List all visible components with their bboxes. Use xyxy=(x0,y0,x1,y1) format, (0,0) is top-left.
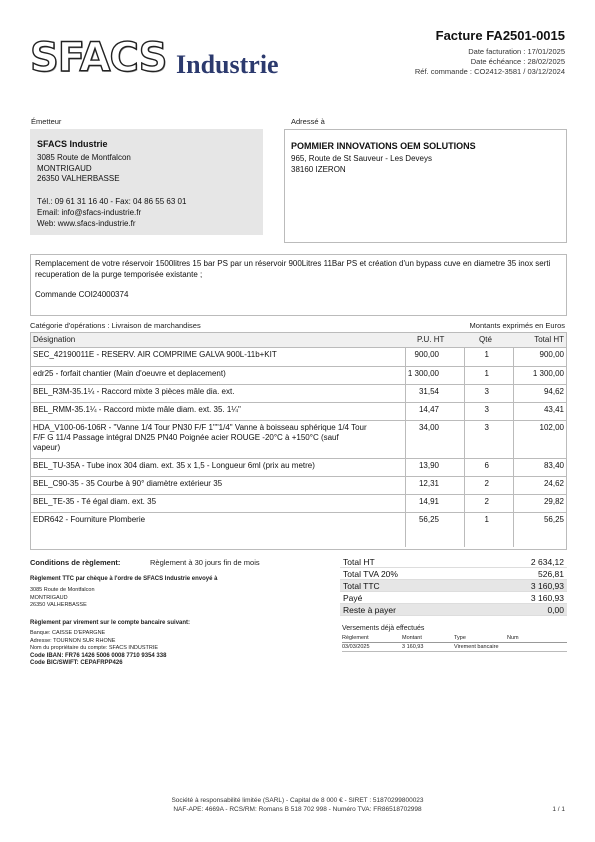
table-row xyxy=(31,402,566,421)
emitter-phone: Tél.: 09 61 31 16 40 - Fax: 04 86 55 63 01 xyxy=(37,197,187,206)
invoice-due-date: Date échéance : 28/02/2025 xyxy=(470,57,565,66)
payment-type: Virement bancaire xyxy=(454,644,499,650)
total-value: 2 634,12 xyxy=(530,557,564,567)
row-total: 900,00 xyxy=(539,350,564,359)
table-row xyxy=(31,420,566,459)
header-quantity: Qté xyxy=(479,335,492,344)
payments-header-num: Num xyxy=(507,635,519,641)
table-row xyxy=(31,458,566,477)
total-value: 3 160,93 xyxy=(530,593,564,603)
row-total: 83,40 xyxy=(543,461,564,470)
row-unit-price: 31,54 xyxy=(418,387,439,396)
company-logo xyxy=(30,36,285,82)
table-row xyxy=(31,347,566,367)
total-value: 526,81 xyxy=(538,569,564,579)
payment-conditions-label: Conditions de règlement: xyxy=(30,558,121,567)
table-row xyxy=(31,384,566,403)
footer-registration: NAF-APE: 4669A - RCS/RM: Romans B 518 702 998 - Numéro TVA: FR86518702998 xyxy=(173,805,422,813)
logo-brand: SFACS xyxy=(30,35,167,81)
row-unit-price: 34,00 xyxy=(418,423,439,432)
payments-row xyxy=(342,643,567,652)
total-row xyxy=(340,556,567,568)
emitter-box xyxy=(30,129,263,235)
payments-table xyxy=(342,634,567,652)
row-quantity: 1 xyxy=(484,515,489,524)
bank-name: Banque: CAISSE D'EPARGNE xyxy=(30,630,106,636)
row-unit-price: 14,47 xyxy=(418,405,439,414)
emitter-contact xyxy=(37,196,186,229)
table-header xyxy=(31,333,566,348)
table-row xyxy=(31,494,566,513)
total-label: Total TTC xyxy=(343,581,380,591)
cheque-address-line: 3085 Route de Montfalcon xyxy=(30,587,95,593)
emitter-name: SFACS Industrie xyxy=(37,139,108,149)
row-quantity: 1 xyxy=(484,369,489,378)
row-total: 43,41 xyxy=(543,405,564,414)
bank-details xyxy=(30,630,166,668)
payment-amount: 3 160,93 xyxy=(402,644,424,650)
total-row xyxy=(340,592,567,604)
recipient-address xyxy=(291,154,432,175)
payments-header-montant: Montant xyxy=(402,635,422,641)
row-designation: SEC_42190011E - RESERV. AIR COMPRIME GALVA 900L-11b+KIT xyxy=(33,350,277,359)
bank-address: Adresse: TOURNON SUR RHONE xyxy=(30,637,116,644)
row-quantity: 3 xyxy=(484,423,489,432)
row-quantity: 2 xyxy=(484,479,489,488)
row-total: 94,62 xyxy=(543,387,564,396)
row-quantity: 6 xyxy=(484,461,489,470)
totals-box xyxy=(340,556,567,616)
cheque-address-line: MONTRIGAUD xyxy=(30,594,68,601)
row-designation: HDA_V100-06-106R - "Vanne 1/4 Tour PN30 F/F 1""1/4" Vanne à boisseau sphérique 1/4 Tour F/F G 11/4 Passage intégral DN25 PN40 Poignée acier ROUGE -20°C à +150°C (sauf vapeur) xyxy=(33,423,367,452)
row-quantity: 1 xyxy=(484,350,489,359)
total-value: 0,00 xyxy=(547,605,564,615)
emitter-web[interactable]: Web: www.sfacs-industrie.fr xyxy=(37,219,136,228)
operation-category: Catégorie d'opérations : Livraison de marchandises xyxy=(30,321,201,330)
emitter-address xyxy=(37,153,131,185)
table-row xyxy=(31,366,566,385)
total-value: 3 160,93 xyxy=(530,581,564,591)
logo-word: Industrie xyxy=(176,50,279,79)
recipient-address-line: 38160 IZERON xyxy=(291,164,346,174)
total-label: Total HT xyxy=(343,557,375,567)
total-label: Payé xyxy=(343,593,363,603)
row-designation: BEL_C90-35 - 35 Courbe à 90° diamètre extérieur 35 xyxy=(33,479,223,488)
row-designation: EDR642 - Fourniture Plomberie xyxy=(33,515,146,524)
row-designation: BEL_TE-35 - Té égal diam. ext. 35 xyxy=(33,497,157,506)
total-row xyxy=(340,604,567,616)
row-designation: BEL_TU-35A - Tube inox 304 diam. ext. 35 x 1,5 - Longueur 6ml (prix au metre) xyxy=(33,461,315,470)
row-total: 29,82 xyxy=(543,497,564,506)
emitter-label: Émetteur xyxy=(31,117,62,126)
account-holder: Nom du propriétaire du compte: SFACS INDUSTRIE xyxy=(30,645,159,651)
payments-title: Versements déjà effectués xyxy=(342,625,425,632)
total-row xyxy=(340,568,567,580)
row-designation: edr25 - forfait chantier (Main d'oeuvre et deplacement) xyxy=(33,369,226,378)
description-line: recuperation de la purge temporisée existante ; xyxy=(35,269,203,279)
total-label: Reste à payer xyxy=(343,605,396,615)
cheque-title: Règlement TTC par chèque à l'ordre de SFACS Industrie envoyé à xyxy=(30,576,218,582)
bic: Code BIC/SWIFT: CEPAFRPP426 xyxy=(30,660,123,666)
row-unit-price: 56,25 xyxy=(418,515,439,524)
payments-header-type: Type xyxy=(454,635,466,641)
emitter-email[interactable]: Email: info@sfacs-industrie.fr xyxy=(37,208,142,217)
invoice-date: Date facturation : 17/01/2025 xyxy=(468,47,565,56)
row-designation: BEL_R3M-35.1¼ - Raccord mixte 3 pièces mâle dia. ext. xyxy=(33,387,235,396)
header-unit-price: P.U. HT xyxy=(417,335,445,344)
payment-date: 03/03/2025 xyxy=(342,644,370,650)
cheque-address xyxy=(30,587,95,610)
recipient-name: POMMIER INNOVATIONS OEM SOLUTIONS xyxy=(291,141,476,151)
recipient-address-line: 965, Route de St Sauveur - Les Deveys xyxy=(291,154,432,163)
page-footer xyxy=(0,797,595,814)
description-box xyxy=(30,254,567,316)
total-label: Total TVA 20% xyxy=(343,569,398,579)
footer-legal: Société à responsabilité limitée (SARL) - Capital de 8 000 € - SIRET : 51870299800023 xyxy=(171,797,424,804)
row-total: 102,00 xyxy=(539,423,564,432)
total-row xyxy=(340,580,567,592)
table-row xyxy=(31,512,566,547)
header-designation: Désignation xyxy=(33,335,76,344)
cheque-address-line: 26350 VALHERBASSE xyxy=(30,602,87,608)
recipient-label: Adressé à xyxy=(291,117,325,126)
row-total: 1 300,00 xyxy=(532,369,564,378)
invoice-meta xyxy=(415,47,565,77)
row-unit-price: 13,90 xyxy=(418,461,439,470)
row-unit-price: 14,91 xyxy=(418,497,439,506)
row-quantity: 3 xyxy=(484,387,489,396)
order-reference: Réf. commande : CO2412-3581 / 03/12/2024 xyxy=(414,67,565,76)
payment-conditions-value: Règlement à 30 jours fin de mois xyxy=(150,558,260,567)
row-quantity: 3 xyxy=(484,405,489,414)
emitter-address-line: MONTRIGAUD xyxy=(37,163,92,173)
iban: Code IBAN: FR76 1426 5006 0008 7710 9354 338 xyxy=(30,652,167,659)
row-total: 56,25 xyxy=(543,515,564,524)
row-unit-price: 900,00 xyxy=(414,350,439,359)
emitter-address-line: 3085 Route de Montfalcon xyxy=(37,153,131,162)
description-line: Remplacement de votre réservoir 1500litres 15 bar PS par un réservoir 900Litres 11Bar PS et création d'un bypass cuve en diametre 35 inox serti xyxy=(35,259,551,268)
currency-note: Montants exprimés en Euros xyxy=(469,321,565,330)
recipient-box xyxy=(284,129,567,243)
invoice-title: Facture FA2501-0015 xyxy=(435,28,565,43)
page-number: 1 / 1 xyxy=(552,806,565,813)
emitter-address-line: 26350 VALHERBASSE xyxy=(37,174,120,183)
row-total: 24,62 xyxy=(543,479,564,488)
order-number: Commande COI24000374 xyxy=(35,290,129,299)
row-unit-price: 1 300,00 xyxy=(407,369,439,378)
items-table xyxy=(30,332,567,550)
table-row xyxy=(31,476,566,495)
payments-header xyxy=(342,634,567,643)
payments-header-reglement: Règlement xyxy=(342,635,369,641)
transfer-title: Règlement par virement sur le compte bancaire suivant: xyxy=(30,620,191,626)
row-designation: BEL_RMM-35.1¼ - Raccord mixte mâle diam. ext. 35. 1¼" xyxy=(33,405,241,414)
row-unit-price: 12,31 xyxy=(418,479,439,488)
row-quantity: 2 xyxy=(484,497,489,506)
header-total: Total HT xyxy=(534,335,564,344)
